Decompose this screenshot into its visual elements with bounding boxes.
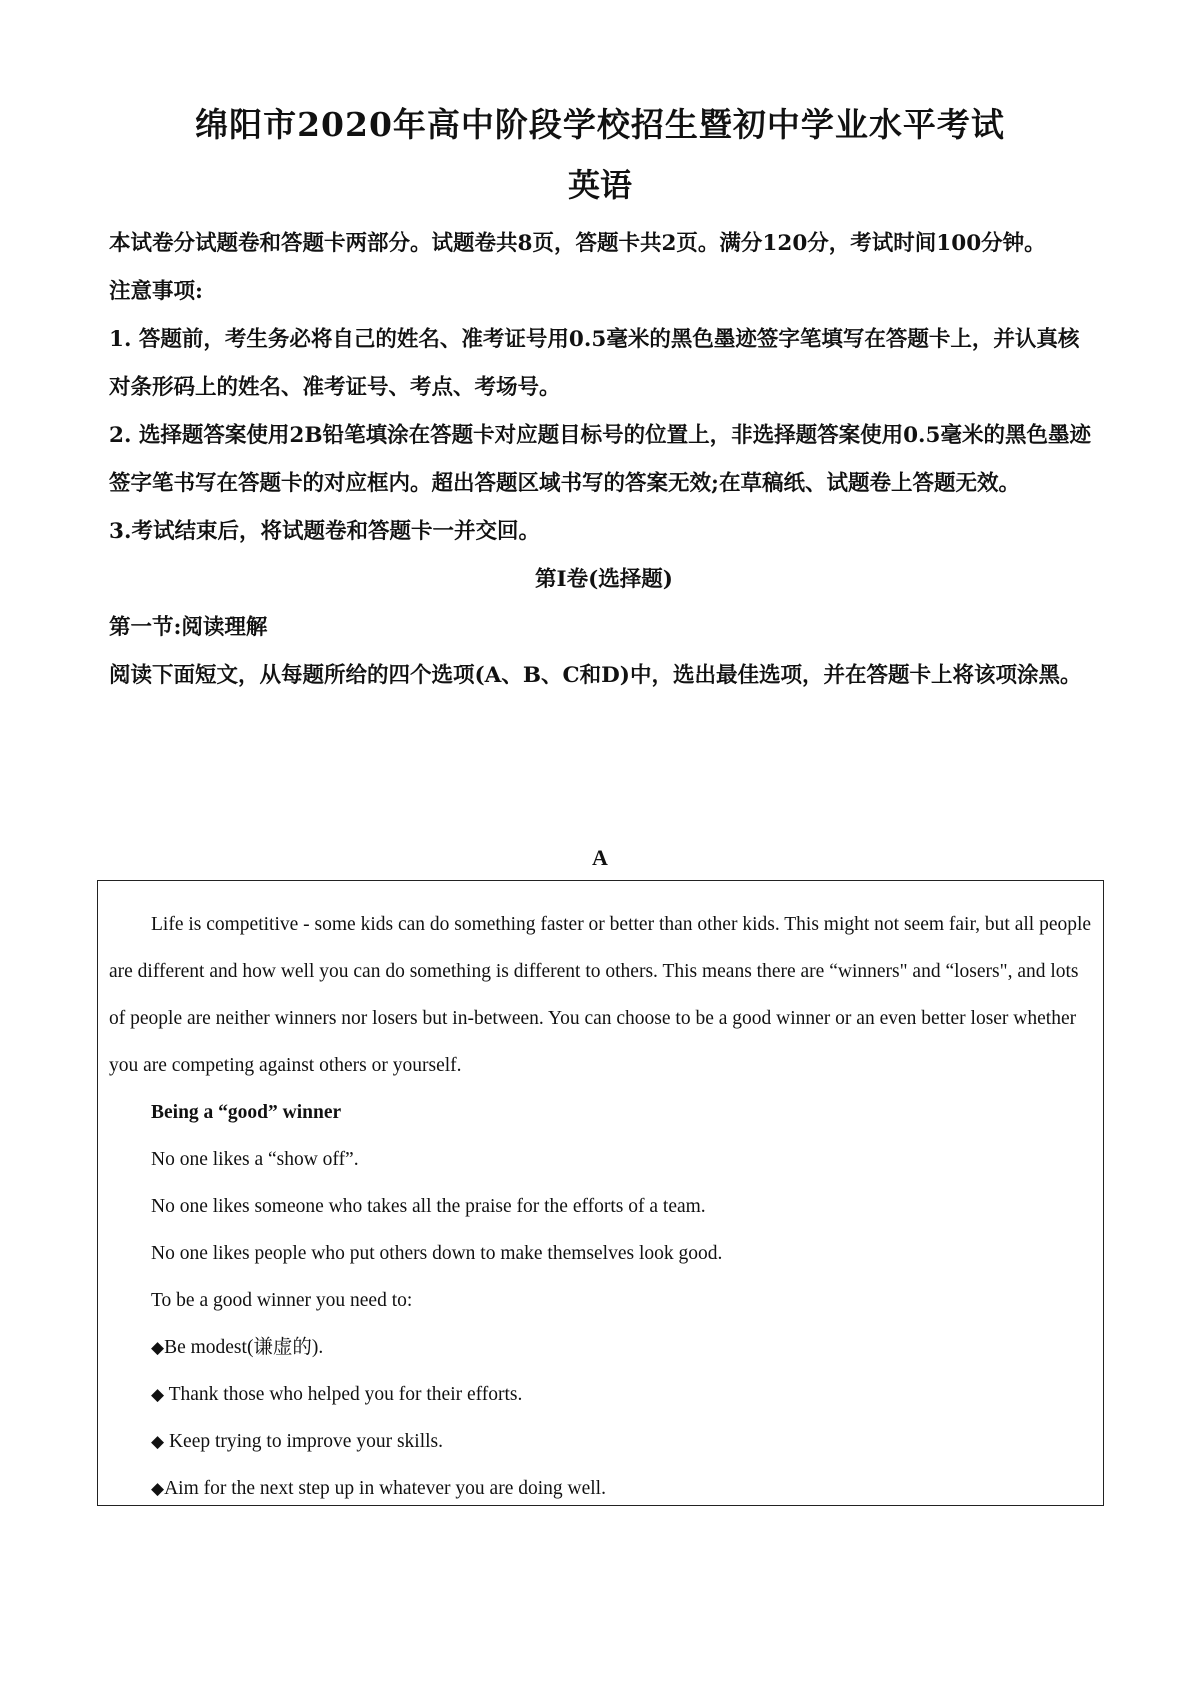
bullet-text: Thank those who helped you for their efforts.	[164, 1384, 523, 1405]
exam-instructions	[109, 220, 1099, 700]
notice-item-3: 3.考试结束后，将试题卷和答题卡一并交回。	[109, 519, 540, 544]
passage-line: No one likes people who put others down to make themselves look good.	[151, 1243, 723, 1264]
diamond-bullet-icon: ◆	[151, 1385, 165, 1404]
diamond-bullet-icon: ◆	[151, 1432, 165, 1451]
diamond-bullet-icon: ◆	[151, 1338, 165, 1357]
bullet-text: Be modest(谦虚的).	[164, 1337, 324, 1358]
bullet-item	[109, 1324, 1094, 1371]
bullet-text: Keep trying to improve your skills.	[164, 1431, 444, 1452]
subject-heading: 英语	[567, 166, 632, 204]
passage-label: A	[592, 845, 608, 870]
notice-item-2: 2. 选择题答案使用2B铅笔填涂在答题卡对应题目标号的位置上，非选择题答案使用0.5毫米的黑色墨迹签字笔书写在答题卡的对应框内。超出答题区域书写的答案无效;在草稿纸、试题卷上答题无效。	[109, 423, 1091, 496]
bullet-item	[109, 1418, 1094, 1465]
passage-line: No one likes someone who takes all the praise for the efforts of a team.	[151, 1196, 706, 1217]
exam-overview: 本试卷分试题卷和答题卡两部分。试题卷共8页，答题卡共2页。满分120分，考试时间100分钟。	[109, 231, 1046, 256]
notice-item-1: 1. 答题前，考生务必将自己的姓名、准考证号用0.5毫米的黑色墨迹签字笔填写在答题卡上，并认真核对条形码上的姓名、准考证号、考点、考场号。	[109, 327, 1080, 400]
diamond-bullet-icon: ◆	[151, 1479, 165, 1498]
passage-line: No one likes a “show off”.	[151, 1149, 359, 1170]
passage-paragraph: Life is competitive - some kids can do something faster or better than other kids. This might not seem fair, but all people are different and how well you can do something is different to others. This means there are “winners" and “losers", and lots of people are neither winners nor losers but in-between. You can choose to be a good winner or an even better loser whether you are competing against others or yourself.	[109, 914, 1092, 1076]
notice-heading: 注意事项:	[109, 279, 203, 304]
exam-title: 绵阳市2020年高中阶段学校招生暨初中学业水平考试	[195, 105, 1005, 144]
passage-line: To be a good winner you need to:	[151, 1290, 413, 1311]
passage-box	[97, 880, 1104, 1506]
part-heading: 第一节:阅读理解	[109, 615, 268, 640]
reading-instruction: 阅读下面短文，从每题所给的四个选项(A、B、C和D)中，选出最佳选项，并在答题卡上将该项涂黑。	[109, 663, 1082, 688]
volume-heading: 第I卷(选择题)	[535, 567, 673, 592]
passage-body	[109, 901, 1094, 1512]
bullet-item	[109, 1465, 1094, 1512]
bullet-text: Aim for the next step up in whatever you are doing well.	[164, 1478, 606, 1499]
passage-subheading: Being a “good” winner	[151, 1102, 342, 1123]
bullet-item	[109, 1371, 1094, 1418]
